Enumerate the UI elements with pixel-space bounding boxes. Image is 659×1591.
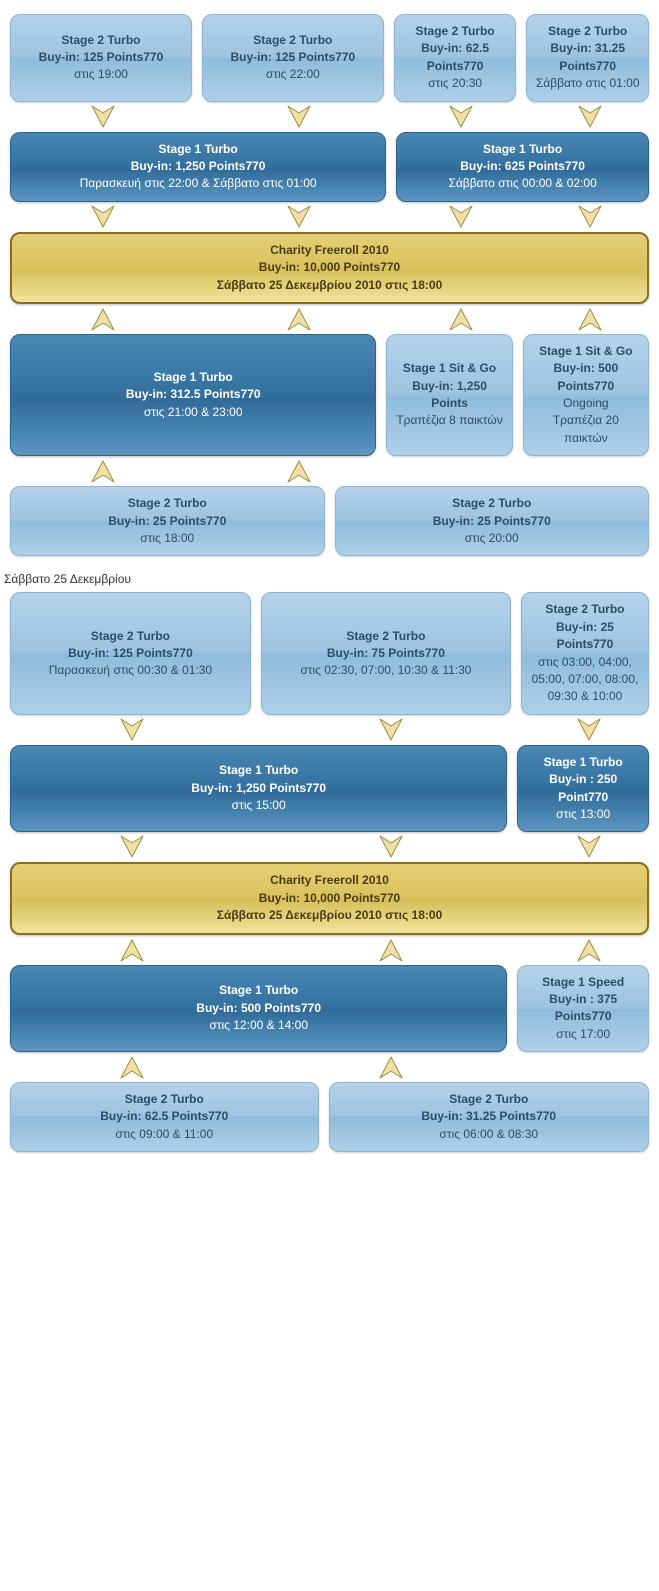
tournament-box[interactable] [10, 132, 386, 202]
row-stage2-bottom-saturday [0, 1082, 659, 1152]
tournament-box[interactable] [10, 486, 325, 556]
tournament-box-line: στις 22:00 [265, 67, 320, 82]
tournament-box-line: Stage 2 Turbo [346, 628, 426, 643]
tournament-box-line: στις 18:00 [140, 531, 195, 546]
tournament-box-line: Buy-in: 31.25 Points770 [421, 1109, 557, 1124]
chevron-down-icon [10, 834, 254, 860]
tournament-box-line: Buy-in: 1,250 Points770 [130, 158, 266, 173]
chevron-up-icon [10, 306, 196, 332]
row-charity-freeroll-2 [0, 862, 659, 934]
tournament-box[interactable] [396, 132, 649, 202]
tournament-box-line: Σάββατο στις 01:00 [535, 76, 640, 91]
tournament-box-line: στις 06:00 & 08:30 [439, 1126, 539, 1141]
chevron-down-icon [264, 834, 518, 860]
tournament-box-line: Buy-in: 312.5 Points770 [125, 387, 261, 402]
chevron-up-icon [402, 306, 521, 332]
tournament-box-line: Buy-in: 25 Points770 [108, 513, 227, 528]
tournament-box-line: Stage 2 Turbo [545, 602, 625, 617]
row-stage2-top-saturday [0, 592, 659, 714]
tournament-box[interactable] [386, 334, 512, 456]
arrows-up-2 [0, 456, 659, 486]
tournament-box[interactable] [10, 592, 251, 714]
chevron-up-icon [264, 937, 518, 963]
arrows-down-4 [0, 832, 659, 862]
tournament-box[interactable] [10, 232, 649, 304]
tournament-box-line: Stage 2 Turbo [61, 32, 141, 47]
row-stage1-turbo-saturday [0, 745, 659, 833]
arrows-down-1 [0, 102, 659, 132]
row-stage1-turbo-friday [0, 132, 659, 202]
tournament-box-line: στις 20:00 [464, 531, 519, 546]
tournament-box-line: Buy-in: 500 Points770 [196, 1000, 322, 1015]
chevron-down-icon [402, 104, 521, 130]
tournament-box[interactable] [329, 1082, 649, 1152]
section-caption: Σάββατο 25 Δεκεμβρίου [4, 572, 131, 587]
tournament-box-line: Buy-in: 1,250 Points770 [191, 780, 327, 795]
tournament-box-line: Buy-in: 10,000 Points770 [258, 890, 401, 905]
tournament-box[interactable] [10, 745, 507, 833]
tournament-box-line: Σάββατο 25 Δεκεμβρίου 2010 στις 18:00 [216, 277, 443, 292]
tournament-box-line: στις 09:00 & 11:00 [115, 1126, 214, 1141]
chevron-down-icon [528, 717, 649, 743]
tournament-box[interactable] [335, 486, 650, 556]
tournament-box-line: Buy-in: 125 Points770 [230, 50, 356, 65]
chevron-down-icon [530, 104, 649, 130]
tournament-box-line: Buy-in: 31.25 Points770 [550, 41, 626, 73]
arrows-up-3 [0, 935, 659, 965]
arrows-down-2 [0, 202, 659, 232]
tournament-box[interactable] [394, 14, 517, 102]
tournament-box-line: στις 15:00 [231, 798, 286, 813]
tournament-box[interactable] [10, 965, 507, 1053]
tournament-box-line: Stage 2 Turbo [452, 496, 532, 511]
tournament-box-line: Stage 2 Turbo [124, 1092, 204, 1107]
tournament-box-line: Buy-in: 75 Points770 [326, 645, 445, 660]
tournament-box-line: Buy-in: 500 Points770 [553, 361, 619, 393]
tournament-box-line: Stage 2 Turbo [415, 24, 495, 38]
arrows-down-3 [0, 715, 659, 745]
tournament-box-line: Παρασκευή στις 00:30 & 01:30 [48, 663, 213, 678]
chevron-up-icon [528, 937, 649, 963]
tournament-box-line: Charity Freeroll 2010 [270, 873, 389, 888]
chevron-up-icon [10, 937, 254, 963]
chevron-down-icon [10, 104, 196, 130]
chevron-down-icon [206, 204, 392, 230]
tournament-box-line: Σάββατο στις 00:00 & 02:00 [448, 176, 597, 191]
tournament-box-line: Stage 1 Speed [542, 974, 625, 989]
tournament-box[interactable] [521, 592, 649, 714]
tournament-box-line: Stage 2 Turbo [90, 628, 170, 643]
tournament-box[interactable] [10, 334, 376, 456]
tournament-box-line: στις 19:00 [73, 67, 128, 82]
top-spacer [0, 0, 659, 14]
tournament-box-line: Stage 1 Sit & Go [539, 343, 633, 358]
row-stage1-lower-saturday [0, 965, 659, 1053]
tournament-box-line: Buy-in: 25 Points770 [432, 513, 551, 528]
tournament-box-line: στις 17:00 [556, 1026, 611, 1041]
tournament-box-line: Ongoing [563, 396, 609, 411]
tournament-box-line: Stage 1 Turbo [219, 763, 299, 778]
row-stage2-bottom-friday [0, 486, 659, 556]
section-spacer [0, 556, 659, 564]
tournament-box[interactable] [202, 14, 384, 102]
tournament-box-line: στις 20:30 [428, 76, 483, 91]
chevron-down-icon [10, 717, 254, 743]
tournament-box-line: Stage 2 Turbo [548, 24, 628, 38]
tournament-box-line: Τραπέζια 20 παικτών [552, 413, 619, 445]
tournament-box-line: Stage 2 Turbo [449, 1092, 529, 1107]
tournament-box-line: Stage 1 Turbo [219, 983, 299, 998]
tournament-box[interactable] [10, 1082, 319, 1152]
tournament-box-line: στις 13:00 [556, 806, 611, 821]
chevron-up-icon [206, 306, 392, 332]
tournament-box-line: Stage 1 Sit & Go [402, 361, 497, 376]
tournament-box-line: Παρασκευή στις 22:00 & Σάββατο στις 01:00 [79, 176, 317, 191]
row-stage2-top-friday [0, 14, 659, 102]
arrows-up-1 [0, 304, 659, 334]
chevron-down-icon [10, 204, 196, 230]
tournament-box[interactable] [517, 745, 649, 833]
tournament-box[interactable] [10, 14, 192, 102]
chevron-down-icon [264, 717, 518, 743]
tournament-box-line: στις 02:30, 07:00, 10:30 & 11:30 [300, 663, 472, 678]
tournament-box-line: Stage 2 Turbo [127, 496, 207, 511]
tournament-box-line: στις 03:00, 04:00, 05:00, 07:00, 08:00, 09:30 & 10:00 [531, 654, 639, 704]
tournament-box-line: Stage 1 Turbo [543, 754, 623, 769]
tournament-box-line: Buy-in : 250 Point770 [549, 772, 618, 804]
chevron-up-icon [10, 458, 196, 484]
tournament-box-line: Σάββατο 25 Δεκεμβρίου 2010 στις 18:00 [216, 908, 443, 923]
tournament-box-line: Charity Freeroll 2010 [270, 242, 389, 257]
row-charity-freeroll-1 [0, 232, 659, 304]
tournament-box-line: στις 21:00 & 23:00 [143, 404, 243, 419]
chevron-down-icon [402, 204, 521, 230]
tournament-box-line: Buy-in: 125 Points770 [38, 50, 164, 65]
tournament-box[interactable] [517, 965, 649, 1053]
tournament-box-line: Buy-in: 62.5 Points770 [100, 1109, 229, 1124]
tournament-box-line: Buy-in: 125 Points770 [68, 645, 193, 660]
tournament-box-line: Buy-in: 25 Points770 [555, 619, 614, 652]
chevron-down-icon [206, 104, 392, 130]
tournament-box-line: Buy-in: 1,250 Points [412, 378, 487, 411]
tournament-box-line: Buy-in: 62.5 Points770 [421, 41, 490, 73]
chevron-down-icon [528, 834, 649, 860]
tournament-box-line: Buy-in: 10,000 Points770 [258, 260, 401, 275]
tournament-box-line: Buy-in: 625 Points770 [460, 158, 585, 173]
tournament-box[interactable] [526, 14, 649, 102]
tournament-box-line: Stage 2 Turbo [253, 32, 333, 47]
tournament-box-line: Stage 1 Turbo [153, 369, 233, 384]
chevron-down-icon [530, 204, 649, 230]
section-spacer [0, 1152, 659, 1160]
chevron-up-icon [10, 1054, 254, 1080]
chevron-up-icon [264, 1054, 518, 1080]
tournament-box[interactable] [261, 592, 511, 714]
tournament-box[interactable] [10, 862, 649, 934]
tournament-box-line: Stage 1 Turbo [158, 141, 238, 156]
chevron-up-icon [530, 306, 649, 332]
tournament-box-line: Buy-in : 375 Points770 [549, 991, 618, 1024]
row-stage1-lower-friday [0, 334, 659, 456]
arrows-up-4 [0, 1052, 659, 1082]
chevron-up-icon [206, 458, 392, 484]
tournament-box-line: Stage 1 Turbo [483, 141, 563, 156]
tournament-box-line: Τραπέζια 8 παικτών [396, 413, 503, 428]
tournament-box-line: στις 12:00 & 14:00 [209, 1017, 308, 1032]
tournament-box[interactable] [523, 334, 649, 456]
